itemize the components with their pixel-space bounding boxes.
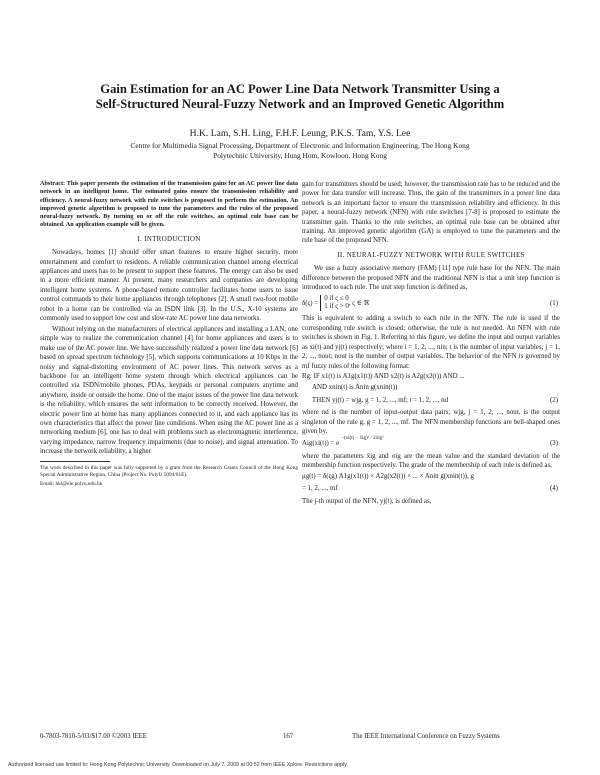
equation-1 [302, 295, 560, 311]
equation-3-body [302, 436, 384, 448]
equation-1-case-1: 0 if ς ≤ 0 [324, 295, 349, 303]
footer-page-number: 167 [283, 733, 294, 740]
equation-4-body: μg(t) = δ(ςg) A1g(x1(t)) × A2g(x2(t)) × ... × Anin g(xnin(t)), g [302, 473, 474, 481]
equation-3 [302, 436, 560, 448]
intro-paragraph-1: Nowadays, homes [1] should offer smart features to ensure higher security, more entertainment and comfort to residents. A reliable communication channel among electrical appliances and users has to be present to support these features. The energy can also be used in a more efficient manner. At present, many researchers and companies are developing intelligent home systems. A phone-based remote controller facilitates home users to issue control commands to their home appliances through telephones [2]. A small two-foot mobile robot in a home can be controlled via an ISDN link [3]. In the U.S., X-10 systems are commonly used to support low cost and slow-rate AC power line data networks. [40, 249, 298, 323]
right-paragraph-3: This is equivalent to adding a switch to each rule in the NFN. The rule is used if the corresponding rule switch is closed; otherwise, the rule is not needed. An NFN with rule switches is shown in Fig. 1. Referring to this figure, we define the input and output variables as xi(t) and yj(t) respectively; where i = 1, 2, ..., nin; t is the number of input variables; j = 1, 2, ..., nout; nout is the number of output variables. The behavior of the NFN is governed by mf fuzzy rules of the following format: [302, 315, 560, 370]
right-paragraph-1: gain for transmitters should be used; however, the transmission rate has to be reduced and the power for data transfer will increase. Thus, the gain of the transmitters in a power line data network is an important factor to ensure the transmission reliability and efficiency. In this paper, a neural-fuzzy network (NFN) with rule switches [7-8] is proposed to estimate the transmitter gain. Thanks to the rule switches, an optimal rule base can be obtained after training. An improved genetic algorithm (GA) is employed to tune the parameters and the rule base of the proposed NFN. [302, 181, 560, 245]
equation-4 [302, 484, 560, 493]
section-1-heading: I. INTRODUCTION [137, 234, 201, 243]
footnote-text: The work described in this paper was fully supported by a grant from the Research Grants Council of the Hong Kong Special Administrative Region, China (Project No. PolyU 5094/01E). [40, 464, 298, 479]
abstract: Abstract: This paper presents the estimation of the transmission gains for an AC power line data network in an intelligent home. The estimated gains ensure the transmission reliability and efficiency. A neural-fuzzy network with rule switches is proposed to perform the estimation. An improved genetic algorithm is proposed to tune the parameters and the rules of the proposed neural-fuzzy network. By turning on or off the rule switches, an optimal rule base can be obtained. An application example will be given. [40, 180, 298, 229]
title-line-1: Gain Estimation for an AC Power Line Data Network Transmitter Using a [100, 82, 500, 96]
author-list: H.K. Lam, S.H. Ling, F.H.F. Leung, P.K.S. Tam, Y.S. Lee [189, 128, 411, 139]
equation-1-case-2: 1 if ς > 0 [324, 303, 349, 311]
intro-paragraph-2: Without relying on the manufacturers of electrical appliances and installing a LAN, one simple way to realize the communication channel [4] for home appliances and users is to make use of the AC power line. We have successfully realized a power line data network [6] based on spread spectrum technology [5], which supports communications at 10 Kbps in the noisy and signal-distorting environment of AC power lines. This network serves as a backbone for an intelligent home system through which electrical appliances can be controlled via ISDN/mobile phones, PDAs, keypads or personal computers anytime and anywhere, inside or outside the home. One of the major issues of the power line data network is the reliability, which ensures the sent information to be correctly received. However, the electric power line at home has many appliances connected to it, and each appliance has its own characteristics that affect the power line conditions. When using the AC power line as a networking medium [6], one has to deal with problems such as electromagnetic interference, varying impedance, narrow frequency impairments (due to noise), and signal attenuation. To increase the network reliability, a higher [40, 325, 298, 456]
right-paragraph-6: The j-th output of the NFN, yj(t), is defined as, [302, 497, 432, 505]
left-column [40, 180, 298, 490]
equation-1-lhs: δ(ς) = [302, 299, 319, 307]
affiliation [60, 141, 540, 161]
footer-copyright: 0-7803-7810-5/03/$17.00 ©2003 IEEE [40, 733, 147, 740]
equation-2-number: (2) [549, 396, 558, 404]
right-paragraph-5: where the parameters x̄ig and σig are the mean value and the standard deviation of the membership function respectively. The grade of the membership of each rule is defined as, [302, 452, 560, 470]
rule-line-2: AND xnin(t) is Anin g(xnin(t)) [312, 384, 398, 392]
equation-4-continuation: = 1, 2, ..., mf [302, 485, 338, 493]
equation-3-exponent: −(xi(t) − x̄ig)² / 2σig² [341, 436, 384, 442]
rule-consequent: THEN yj(t) = wjg, g = 1, 2, ..., mf; t = 1, 2, ..., nd [312, 396, 449, 404]
right-paragraph-4: where nd is the number of input-output data pairs; wjg, j = 1, 2, ..., nout, is the output singleton of the rule g, g = 1, 2, ..., mf. The NFN membership functions are bell-shaped ones given by, [302, 409, 560, 435]
title-line-2: Self-Structured Neural-Fuzzy Network and an Improved Genetic Algorithm [95, 97, 505, 111]
rule-line-1: Rg: IF x1(t) is A1g(x1(t)) AND x2(t) is A2g(x2(t)) AND ... [302, 373, 465, 381]
equation-1-number: (1) [549, 299, 558, 307]
paper-title [40, 82, 560, 112]
equation-4-number: (4) [549, 485, 558, 493]
authorization-notice: Authorized licensed use limited to: Hong Kong Polytechnic University. Downloaded on July 7, 2009 at 00:52 from IEEE Xplore. Restrictions apply. [8, 762, 348, 768]
affiliation-line-2: Polytechnic University, Hung Hom, Kowloon, Hong Kong [213, 151, 387, 160]
section-2-heading: II. NEURAL-FUZZY NETWORK WITH RULE SWITCHES [337, 250, 525, 259]
rule-line-3 [302, 396, 560, 405]
equation-3-lhs: Aig(xi(t)) = e [302, 440, 340, 448]
equation-3-number: (3) [549, 440, 558, 448]
equation-1-tail: , ς ∈ ℜ [348, 299, 370, 307]
footnote-email: Email: hkl@eie.polyu.edu.hk [40, 480, 103, 487]
footnote-divider [40, 461, 110, 462]
equation-1-cases [320, 295, 349, 311]
right-column [302, 180, 560, 508]
footer-conference: The IEEE International Conference on Fuzzy Systems [352, 733, 500, 740]
affiliation-line-1: Centre for Multimedia Signal Processing, Department of Electronic and Information Engineering, The Hong Kong [130, 141, 470, 150]
right-paragraph-2: We use a fuzzy associative memory (FAM) [11] type rule base for the NFN. The main difference between the proposed NFN and the traditional NFN is that a unit step function is introduced to each rule. The unit step function is defined as, [302, 265, 560, 292]
